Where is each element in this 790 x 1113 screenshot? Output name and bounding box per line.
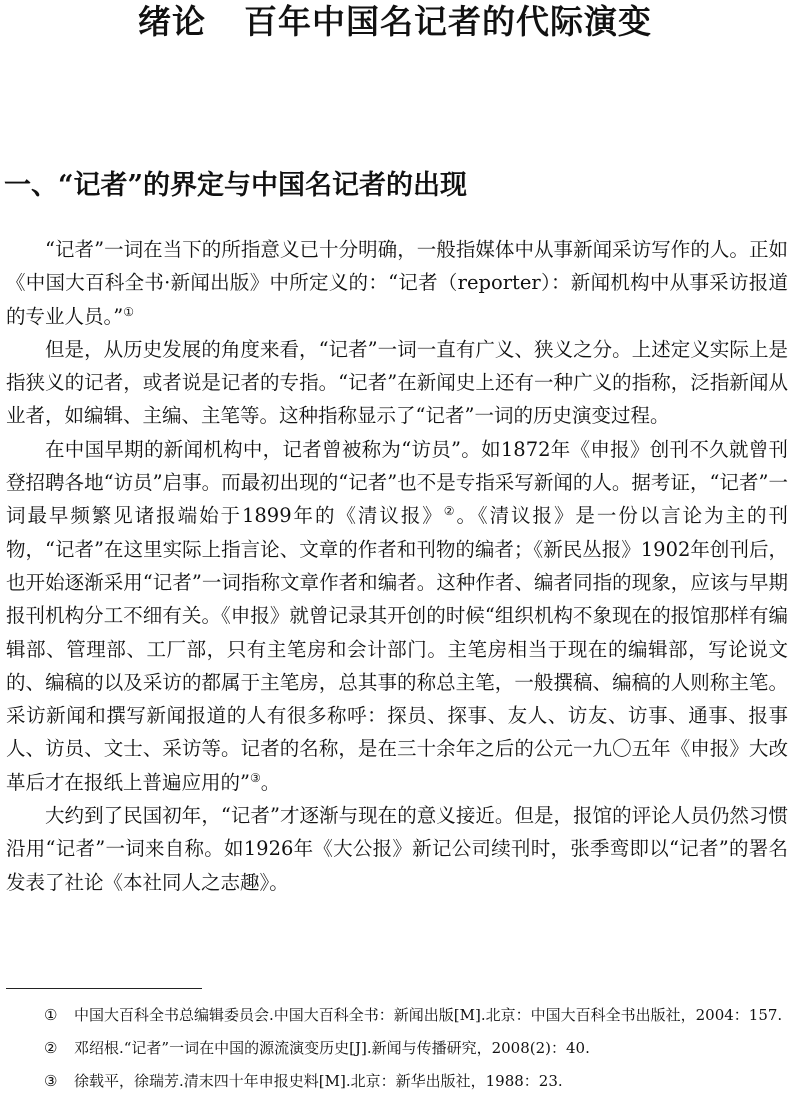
- footnote-2: [6, 1035, 788, 1062]
- footnote-ref-3[interactable]: ③: [249, 770, 261, 785]
- paragraph-1-text: “记者”一词在当下的所指意义已十分明确，一般指媒体中从事新闻采访写作的人。正如《中国大百科全书·新闻出版》中所定义的：“记者（reporter）：新闻机构中从事采访报道的专业人员。”: [6, 238, 788, 328]
- footnote-ref-1[interactable]: ①: [123, 304, 134, 319]
- paragraph-3-text-a: 在中国早期的新闻机构中，记者曾被称为“访员”。如1872年《申报》创刊不久就曾刊登招聘各地“访员”启事。而最初出现的“记者”也不是专指采写新闻的人。据考证，“记者”一词最早频繁见诸报端始于1899年的《清议报》: [6, 437, 788, 528]
- footnote-divider: [6, 988, 202, 989]
- chapter-title: [0, 0, 790, 44]
- chapter-title-label: 绪论: [138, 2, 206, 41]
- footnotes: [6, 1002, 788, 1095]
- footnote-2-mark: ②: [44, 1039, 58, 1057]
- paragraph-4: [6, 799, 788, 899]
- paragraph-3: [6, 433, 788, 799]
- footnote-3: [6, 1068, 788, 1095]
- footnote-ref-2[interactable]: ②: [443, 504, 457, 519]
- footnote-3-text: 徐载平，徐瑞芳.清末四十年申报史料[M].北京：新华出版社，1988：23.: [74, 1072, 563, 1090]
- footnote-1-mark: ①: [44, 1006, 58, 1024]
- footnote-2-text: 邓绍根.“记者”一词在中国的源流演变历史[J].新闻与传播研究，2008(2)：40.: [74, 1039, 590, 1057]
- footnote-1-text: 中国大百科全书总编辑委员会.中国大百科全书：新闻出版[M].北京：中国大百科全书出版社，2004：157.: [74, 1006, 783, 1024]
- paragraph-4-text: 大约到了民国初年，“记者”才逐渐与现在的意义接近。但是，报馆的评论人员仍然习惯沿用“记者”一词来自称。如1926年《大公报》新记公司续刊时，张季鸾即以“记者”的署名发表了社论《本社同人之志趣》。: [6, 804, 788, 894]
- footnote-1: [6, 1002, 788, 1029]
- paragraph-1: [6, 233, 788, 333]
- paragraph-3-text-b: 。《清议报》是一份以言论为主的刊物，“记者”在这里实际上指言论、文章的作者和刊物的编者；《新民丛报》1902年创刊后，也开始逐渐采用“记者”一词指称文章作者和编者。这种作者、编者同指的现象，应该与早期报刊机构分工不细有关。《申报》就曾记录其开创的时候“组织机构不象现在的报馆那样有编辑部、管理部、工厂部，只有主笔房和会计部门。主笔房相当于现在的编辑部，写论说文的、编稿的以及采访的都属于主笔房，总其事的称总主笔，一般撰稿、编稿的人则称主笔。采访新闻和撰写新闻报道的人有很多称呼：探员、探事、友人、访友、访事、通事、报事人、访员、文士、采访等。记者的名称，是在三十余年之后的公元一九〇五年《申报》大改革后才在报纸上普遍应用的”: [6, 504, 788, 794]
- footnote-3-mark: ③: [44, 1072, 58, 1090]
- section-heading: 一、“记者”的界定与中国名记者的出现: [4, 170, 468, 201]
- body-text: [6, 233, 788, 899]
- paragraph-2-text: 但是，从历史发展的角度来看，“记者”一词一直有广义、狭义之分。上述定义实际上是指狭义的记者，或者说是记者的专指。“记者”在新闻史上还有一种广义的指称，泛指新闻从业者，如编辑、主编、主笔等。这种指称显示了“记者”一词的历史演变过程。: [6, 337, 788, 428]
- paragraph-2: [6, 333, 788, 433]
- paragraph-3-text-c: 。: [260, 770, 281, 794]
- chapter-title-text: 百年中国名记者的代际演变: [244, 2, 652, 41]
